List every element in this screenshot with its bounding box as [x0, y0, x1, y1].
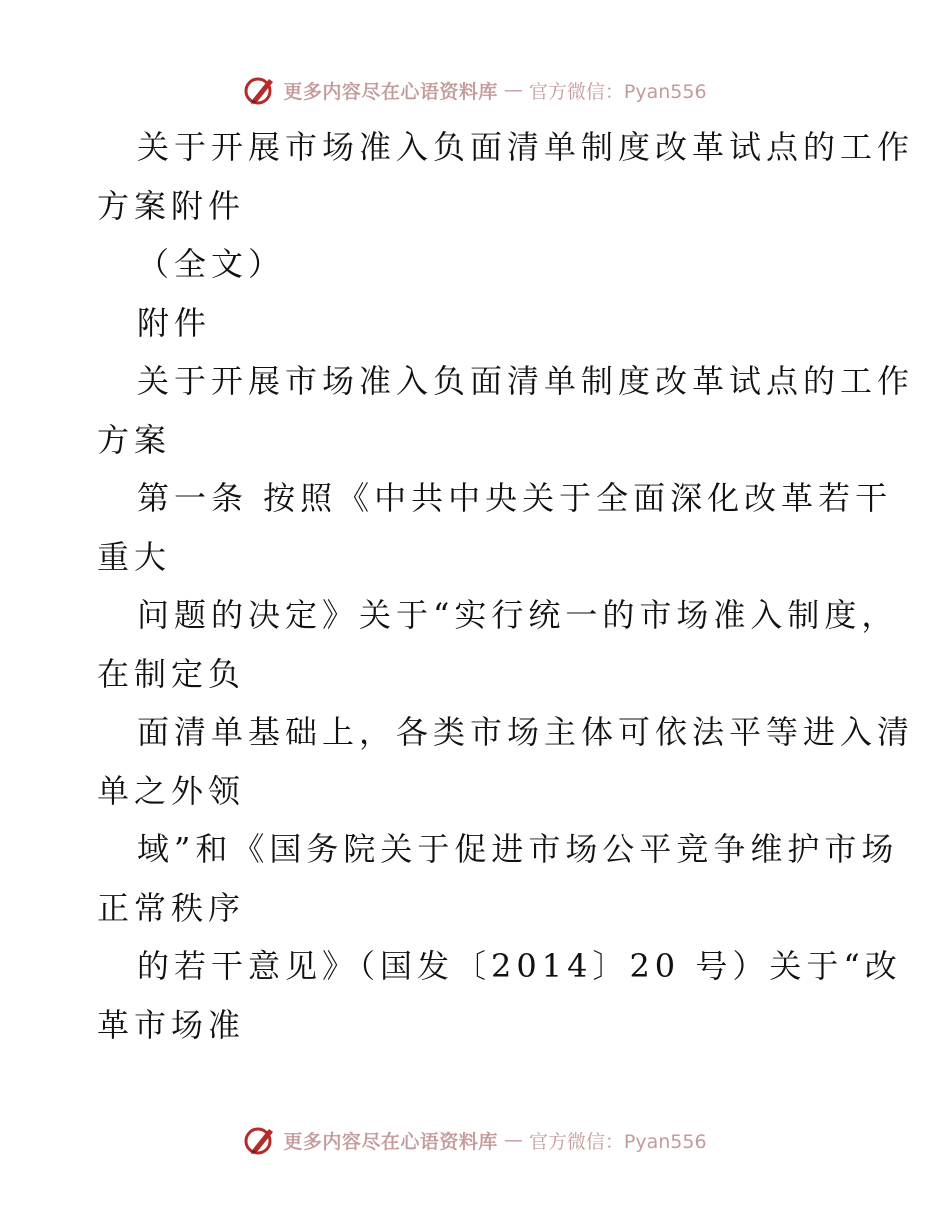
doc-line: 域”和《国务院关于促进市场公平竞争维护市场 [137, 830, 899, 868]
pen-logo-icon [243, 1123, 277, 1157]
doc-line: 的若干意见》（国发〔2014〕20 号）关于“改 [137, 947, 902, 985]
doc-line: 单之外领 [97, 771, 246, 810]
pen-logo-icon [243, 73, 277, 107]
doc-line: 方案 [97, 420, 172, 459]
doc-line: 第一条 按照《中共中央关于全面深化改革若干 [137, 479, 893, 517]
doc-line: 附件 [137, 303, 212, 342]
doc-line: 革市场准 [97, 1005, 246, 1044]
doc-line: 正常秩序 [97, 888, 246, 927]
doc-line: 问题的决定》关于“实行统一的市场准入制度， [137, 596, 899, 634]
banner-separator: — [503, 1129, 523, 1151]
doc-line: 方案附件 [97, 186, 246, 225]
doc-line: 关于开展市场准入负面清单制度改革试点的工作 [137, 362, 915, 400]
doc-line: 在制定负 [97, 654, 246, 693]
doc-line: 重大 [97, 537, 172, 576]
banner-wechat-text: 官方微信：Pyan556 [528, 80, 707, 103]
banner-wechat-text: 官方微信：Pyan556 [528, 1130, 707, 1153]
header-banner [0, 70, 950, 110]
footer-banner [0, 1120, 950, 1160]
banner-site-text: 更多内容尽在心语资料库 [283, 80, 498, 103]
doc-line: 关于开展市场准入负面清单制度改革试点的工作 [137, 128, 915, 166]
banner-site-text: 更多内容尽在心语资料库 [283, 1130, 498, 1153]
banner-separator: — [503, 79, 523, 101]
doc-line: 面清单基础上，各类市场主体可依法平等进入清 [137, 713, 915, 751]
document-body [97, 118, 915, 1054]
doc-line: （全文） [137, 245, 286, 283]
